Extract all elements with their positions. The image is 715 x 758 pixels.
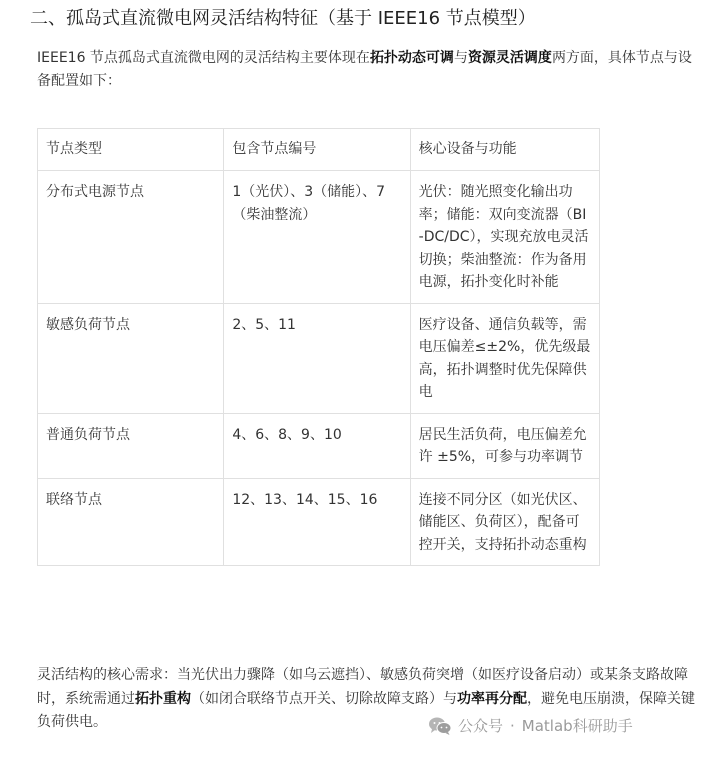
table-row xyxy=(38,303,600,413)
summary-bold-reconfig: 拓扑重构 xyxy=(135,690,191,707)
summary-text: （如闭合联络节点开关、切除故障支路）与 xyxy=(191,690,457,707)
table-row xyxy=(38,171,600,304)
table-cell-node-ids: 12、13、14、15、16 xyxy=(224,478,410,566)
table-row xyxy=(38,413,600,478)
table-cell-node-type: 联络节点 xyxy=(38,478,224,566)
table-cell-node-ids: 1（光伏）、3（储能）、7（柴油整流） xyxy=(224,171,410,304)
summary-text: ，避免电压崩溃，保障关键负荷供电。 xyxy=(37,690,695,730)
table-header-cell: 包含节点编号 xyxy=(224,129,410,171)
table-cell-function: 居民生活负荷，电压偏差允许 ±5%，可参与功率调节 xyxy=(410,413,599,478)
intro-text: 两方面，具体节点与设备配置如下： xyxy=(37,50,692,89)
page-title: 二、孤岛式直流微电网灵活结构特征（基于 IEEE16 节点模型） xyxy=(30,8,536,29)
table-header-row xyxy=(38,129,600,171)
table-cell-node-type: 普通负荷节点 xyxy=(38,413,224,478)
table-cell-function: 光伏：随光照变化输出功率；储能：双向变流器（BI-DC/DC），实现充放电灵活切换；柴油整流：作为备用电源，拓扑变化时补能 xyxy=(410,171,599,304)
intro-bold-resource: 资源灵活调度 xyxy=(467,50,552,66)
intro-text: 与 xyxy=(453,50,468,66)
table-cell-node-ids: 4、6、8、9、10 xyxy=(224,413,410,478)
intro-bold-topology: 拓扑动态可调 xyxy=(369,50,454,66)
table-cell-node-type: 分布式电源节点 xyxy=(38,171,224,304)
node-config-table xyxy=(37,128,600,566)
table-row xyxy=(38,478,600,566)
intro-text: IEEE16 节点孤岛式直流微电网的灵活结构主要体现在 xyxy=(37,50,370,66)
watermark-account: Matlab科研助手 xyxy=(521,717,633,735)
table-header-cell: 节点类型 xyxy=(38,129,224,171)
wechat-watermark xyxy=(424,716,637,736)
watermark-label: 公众号 xyxy=(458,717,504,735)
summary-text: 灵活结构的核心需求：当光伏出力骤降（如乌云遮挡）、敏感负荷突增（如医疗设备启动）或某条支路故障时，系统需通过 xyxy=(37,667,688,707)
summary-bold-power: 功率再分配 xyxy=(457,690,527,707)
table-header-cell: 核心设备与功能 xyxy=(410,129,599,171)
table-cell-node-ids: 2、5、11 xyxy=(224,303,410,413)
table-cell-node-type: 敏感负荷节点 xyxy=(38,303,224,413)
table-cell-function: 连接不同分区（如光伏区、储能区、负荷区），配备可控开关，支持拓扑动态重构 xyxy=(410,478,599,566)
wechat-icon xyxy=(428,716,452,736)
watermark-separator: · xyxy=(510,717,515,735)
table-cell-function: 医疗设备、通信负载等，需电压偏差≤±2%，优先级最高，拓扑调整时优先保障供电 xyxy=(410,303,599,413)
intro-paragraph xyxy=(37,47,697,93)
